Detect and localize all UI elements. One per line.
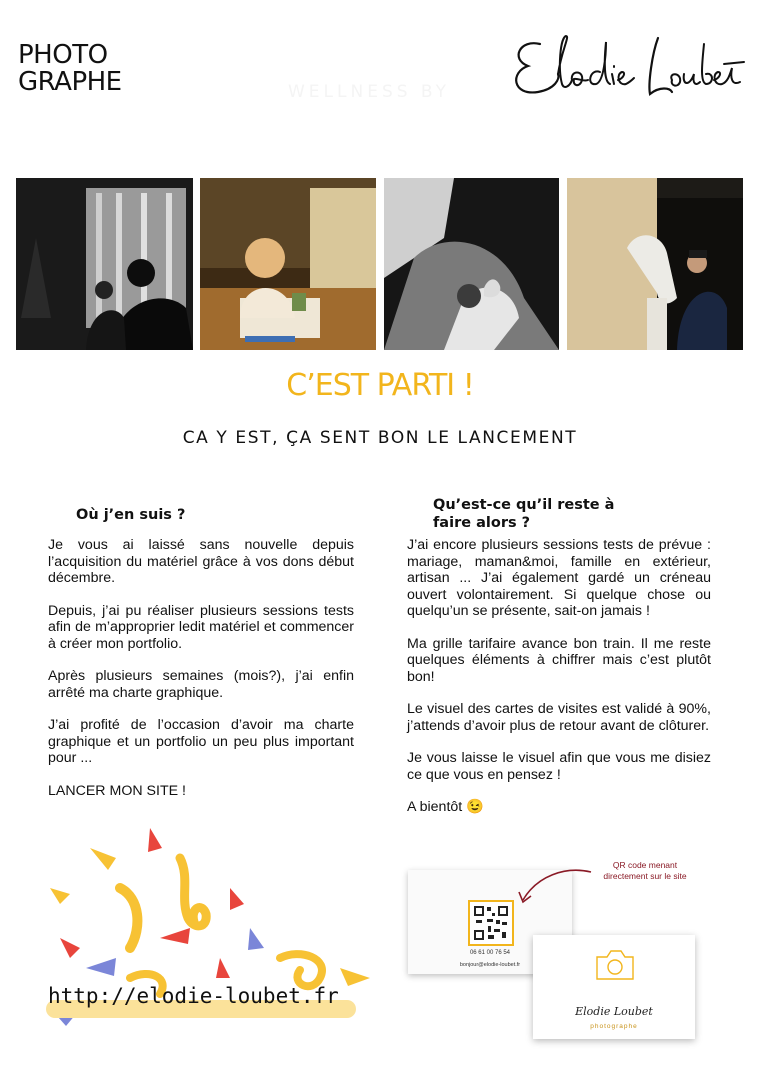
photographe-title bbox=[18, 42, 122, 96]
left-paragraph-1: Je vous ai laissé sans nouvelle depuis l’acquisition du matériel grâce à vos dons début décembre. bbox=[48, 537, 354, 586]
baby-hand-photo bbox=[384, 178, 559, 350]
title-line-2: GRAPHE bbox=[18, 67, 122, 97]
father-child-window-photo bbox=[16, 178, 193, 350]
qr-annotation bbox=[590, 860, 700, 882]
annotation-line-1: QR code menant bbox=[612, 860, 678, 870]
qr-code-icon bbox=[470, 902, 512, 944]
signature-logo bbox=[500, 24, 750, 114]
left-paragraph-3: Après plusieurs semaines (mois?), j’ai enfin arrêté ma charte graphique. bbox=[48, 668, 354, 701]
camera-logo-icon bbox=[591, 945, 639, 985]
right-column-title bbox=[433, 496, 614, 532]
card-phone: 06 61 00 76 54 bbox=[469, 950, 511, 956]
annotation-arrow-icon bbox=[515, 862, 595, 907]
right-title-line-2: faire alors ? bbox=[433, 515, 531, 531]
right-paragraph-4: Je vous laisse le visuel afin que vous me disiez ce que vous en pensez ! bbox=[407, 750, 711, 783]
website-link[interactable]: http://elodie-loubet.fr bbox=[48, 984, 339, 1008]
right-title-line-1: Qu’est-ce qu’il reste à bbox=[433, 497, 615, 513]
signature-text: Elodie Loubet bbox=[500, 24, 507, 25]
faint-background-text: WELLNESS BY bbox=[288, 82, 451, 102]
left-column-title: Où j’en suis ? bbox=[76, 507, 186, 523]
card-front-subtitle: photographe bbox=[590, 1023, 638, 1030]
right-paragraph-1: J’ai encore plusieurs sessions tests de prévue : mariage, maman&moi, famille en extérieur, artisan ... J’ai également gardé un créneau ouvert volontairement. Si quelque chose ou quelqu’un se présente, sait-on jamais ! bbox=[407, 537, 711, 619]
child-painting-photo bbox=[200, 178, 376, 350]
title-line-1: PHOTO bbox=[18, 40, 108, 70]
right-paragraph-5: A bientôt 😉 bbox=[407, 799, 484, 815]
left-paragraph-4: J’ai profité de l’occasion d’avoir ma charte graphique et un portfolio un peu plus important pour ... bbox=[48, 717, 354, 766]
business-card-front bbox=[533, 935, 695, 1039]
subheadline: CA Y EST, ÇA SENT BON LE LANCEMENT bbox=[182, 428, 578, 448]
right-column bbox=[407, 537, 711, 832]
left-column bbox=[48, 537, 354, 815]
annotation-line-2: directement sur le site bbox=[603, 871, 687, 881]
headline: C’EST PARTI ! bbox=[286, 368, 474, 403]
right-paragraph-2: Ma grille tarifaire avance bon train. Il me reste quelques éléments à chiffrer mais c’est plutôt bon! bbox=[407, 635, 711, 685]
horse-woman-photo bbox=[567, 178, 743, 350]
card-front-name: Elodie Loubet bbox=[575, 1005, 653, 1018]
right-paragraph-3: Le visuel des cartes de visites est validé à 90%, j’attends d’avoir plus de retour avant de clôturer. bbox=[407, 701, 711, 734]
left-paragraph-5: LANCER MON SITE ! bbox=[48, 782, 186, 799]
left-paragraph-2: Depuis, j’ai pu réaliser plusieurs sessions tests afin de m’approprier ledit matériel et commencer à créer mon portfolio. bbox=[48, 602, 354, 652]
card-email: bonjour@elodie-loubet.fr bbox=[459, 962, 521, 968]
qr-code bbox=[468, 900, 514, 946]
